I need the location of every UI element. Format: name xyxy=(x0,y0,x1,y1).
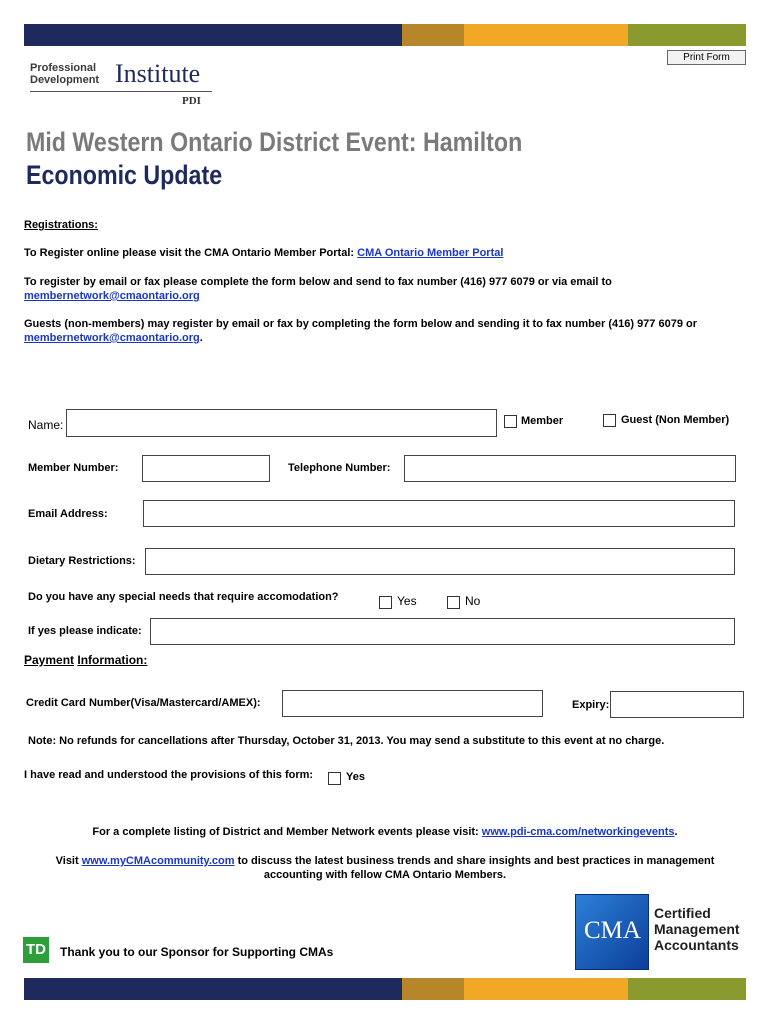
expiry-field[interactable] xyxy=(610,691,744,718)
provisions-yes-label: Yes xyxy=(346,771,365,783)
member-label: Member xyxy=(521,415,564,427)
top-color-bar xyxy=(24,24,746,46)
online-registration-text: To Register online please visit the CMA Ontario Member Portal: CMA Ontario Member Portal xyxy=(24,247,504,259)
community-text: Visit www.myCMAcommunity.com to discuss the latest business trends and share insights and best practices in management accounting with fellow CMA Ontario Members. xyxy=(55,855,715,881)
email-link[interactable]: membernetwork@cmaontario.org xyxy=(24,290,200,302)
logo-divider xyxy=(30,91,212,92)
guest-label: Guest (Non Member) xyxy=(621,414,730,426)
telephone-field[interactable] xyxy=(404,455,736,482)
community-link[interactable]: www.myCMAcommunity.com xyxy=(81,855,235,867)
pdi-logo xyxy=(30,60,220,110)
guest-email-link[interactable]: membernetwork@cmaontario.org xyxy=(24,332,200,344)
guest-checkbox[interactable] xyxy=(603,414,616,427)
email-label: Email Address: xyxy=(28,508,108,520)
name-label: Name: xyxy=(28,418,64,432)
events-listing-text: For a complete listing of District and Member Network events please visit: www.pdi-cma.com/networkingevents. xyxy=(92,826,678,838)
special-needs-label: Do you have any special needs that require accomodation? xyxy=(28,591,339,603)
expiry-label: Expiry: xyxy=(572,699,610,711)
networking-events-link[interactable]: www.pdi-cma.com/networkingevents xyxy=(481,826,675,838)
registrations-heading: Registrations: xyxy=(24,219,98,231)
dietary-label: Dietary Restrictions: xyxy=(28,555,136,567)
dietary-field[interactable] xyxy=(145,548,735,575)
cma-logo: CMA xyxy=(575,894,649,970)
refund-note: Note: No refunds for cancellations after Thursday, October 31, 2013. You may send a substitute to this event at no charge. xyxy=(28,735,665,747)
event-subtitle: Economic Update xyxy=(26,160,223,190)
member-number-label: Member Number: xyxy=(28,462,119,474)
member-checkbox[interactable] xyxy=(504,415,517,428)
bottom-color-bar xyxy=(24,978,746,1000)
member-number-field[interactable] xyxy=(142,455,270,482)
member-portal-link[interactable]: CMA Ontario Member Portal xyxy=(357,247,504,259)
td-logo: TD xyxy=(23,937,49,963)
name-field[interactable] xyxy=(66,409,497,437)
special-needs-yes-checkbox[interactable] xyxy=(379,596,392,609)
if-yes-field[interactable] xyxy=(150,618,735,645)
logo-institute: Institute xyxy=(115,59,201,88)
credit-card-label: Credit Card Number(Visa/Mastercard/AMEX): xyxy=(26,697,261,709)
special-needs-no-label: No xyxy=(465,594,481,608)
credit-card-field[interactable] xyxy=(282,690,543,717)
logo-professional-development: Professional Development xyxy=(30,62,100,86)
telephone-label: Telephone Number: xyxy=(288,462,391,474)
cma-wordmark: Certified Management Accountants xyxy=(654,905,740,953)
provisions-label: I have read and understood the provisions of this form: xyxy=(24,769,314,781)
email-registration-text: To register by email or fax please complete the form below and send to fax number (416) 977 6079 or via email to membernetwork@cmaontario.org xyxy=(24,276,612,302)
if-yes-label: If yes please indicate: xyxy=(28,625,142,637)
event-title: Mid Western Ontario District Event: Hamilton xyxy=(26,127,523,157)
provisions-checkbox[interactable] xyxy=(328,772,341,785)
payment-heading: Payment Information: xyxy=(24,653,148,667)
logo-pdi: PDI xyxy=(182,95,201,107)
sponsor-text: Thank you to our Sponsor for Supporting CMAs xyxy=(60,945,334,959)
email-field[interactable] xyxy=(143,500,735,527)
print-form-button[interactable]: Print Form xyxy=(667,50,746,65)
special-needs-no-checkbox[interactable] xyxy=(447,596,460,609)
special-needs-yes-label: Yes xyxy=(397,594,417,608)
guest-registration-text: Guests (non-members) may register by email or fax by completing the form below and sending it to fax number (416) 977 6079 or membernetwork@cmaontario.org. xyxy=(24,318,698,344)
